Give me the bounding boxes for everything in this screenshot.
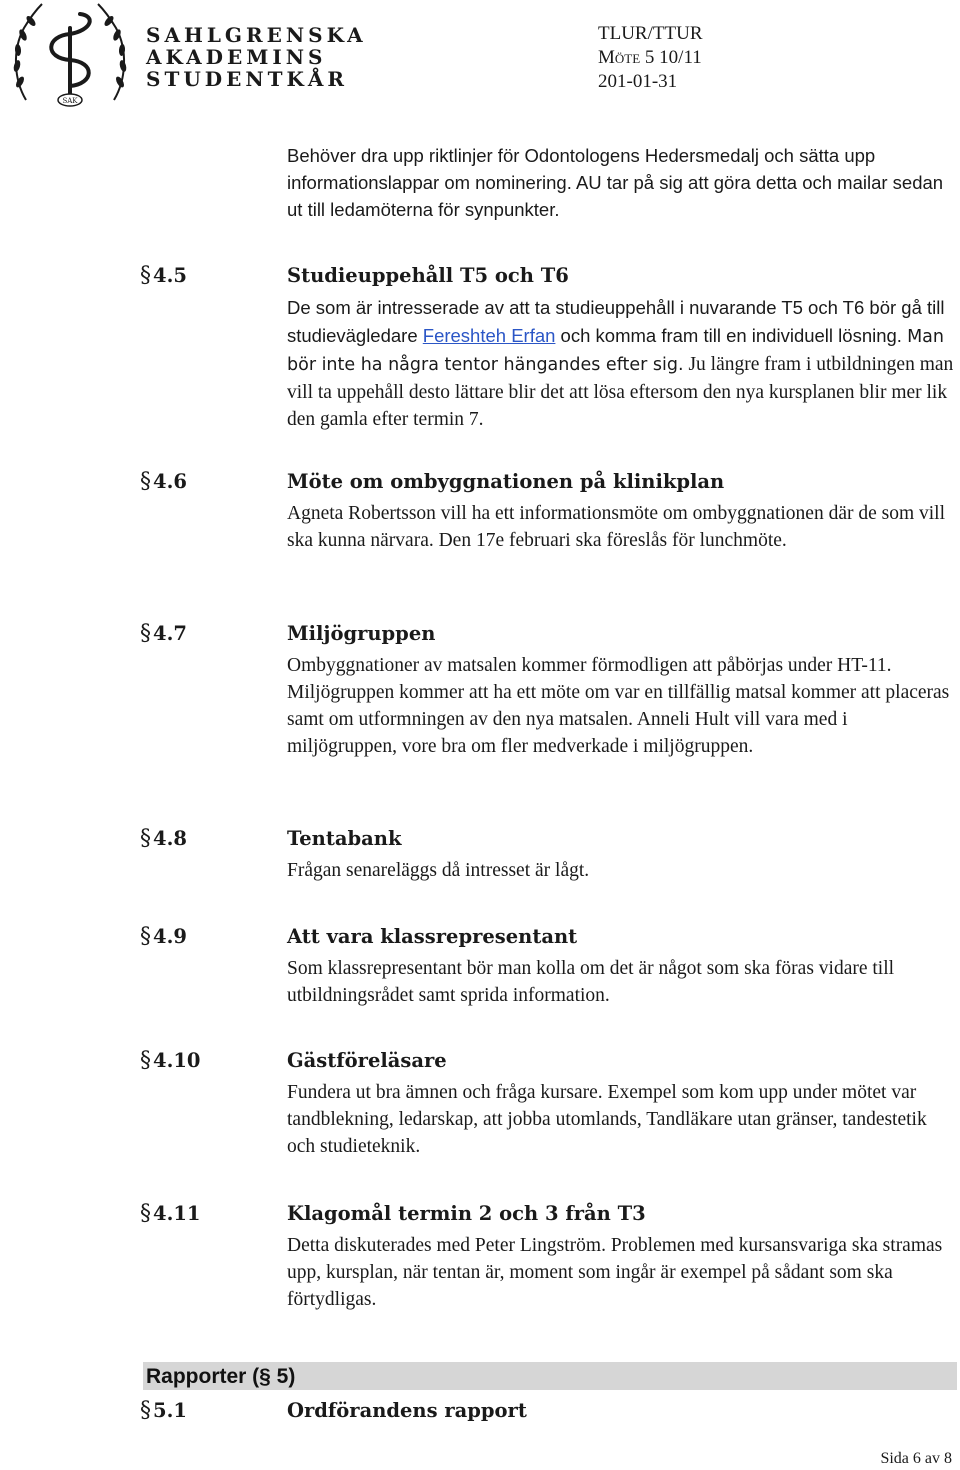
section-number: § 4.8	[140, 826, 187, 851]
section-title: Tentabank	[287, 827, 402, 850]
section-number: § 5.1	[140, 1398, 187, 1423]
section-number: § 4.6	[140, 469, 187, 494]
section-body: Som klassrepresentant bör man kolla om det är något som ska föras vidare till utbildningsrådet samt sprida information.	[287, 958, 895, 1006]
rapporter-heading: Rapporter (§ 5)	[146, 1365, 296, 1388]
section-body: Agneta Robertsson vill ha ett informationsmöte om ombyggnationen där de som vill ska kunna närvara. Den 17e februari ska föreslås för lunchmöte.	[287, 503, 946, 551]
doc-date: 201-01-31	[598, 71, 678, 92]
section-body: Ombyggnationer av matsalen kommer förmodligen att påbörjas under HT-11. Miljögruppen kommer att ha ett möte om var en tillfällig matsal kommer att placeras samt om utformningen av den nya matsalen. Anneli Hult vill vara med i miljögruppen, vore bra om fler medverkade i miljögruppen.	[287, 655, 950, 757]
section-title: Studieuppehåll T5 och T6	[287, 264, 569, 287]
rapporter-heading-bar	[143, 1362, 957, 1390]
section-number: § 4.9	[140, 924, 187, 949]
org-line-3: STUDENTKÅR	[146, 67, 349, 91]
organization-name	[146, 24, 367, 90]
section-number: § 4.7	[140, 621, 187, 646]
paragraph-sign-icon: §	[140, 1048, 151, 1073]
paragraph-sign-icon: §	[140, 1398, 151, 1423]
counselor-link[interactable]: Fereshteh Erfan	[422, 325, 556, 346]
section-number: § 4.10	[140, 1048, 201, 1073]
paragraph-sign-icon: §	[140, 263, 151, 288]
document-meta	[598, 22, 703, 94]
doc-code: TLUR/TTUR	[598, 23, 703, 44]
paragraph-sign-icon: §	[140, 621, 151, 646]
section-title: Att vara klassrepresentant	[287, 925, 578, 948]
org-line-2: AKADEMINS	[146, 45, 327, 69]
section-body: Frågan senareläggs då intresset är lågt.	[287, 860, 590, 881]
intro-paragraph: Behöver dra upp riktlinjer för Odontologens Hedersmedalj och sätta upp informationslappar om nominering. AU tar på sig att göra detta och mailar sedan ut till ledamöterna för synpunkter.	[287, 145, 944, 220]
section-title: Gästföreläsare	[287, 1049, 447, 1072]
section-title: Ordförandens rapport	[287, 1399, 527, 1422]
section-title: Miljögruppen	[287, 622, 436, 645]
paragraph-sign-icon: §	[140, 469, 151, 494]
page-number: Sida 6 av 8	[880, 1450, 952, 1467]
section-number: § 4.11	[140, 1201, 201, 1226]
student-union-logo	[6, 0, 134, 108]
page-header	[0, 0, 960, 110]
section-title: Klagomål termin 2 och 3 från T3	[287, 1202, 646, 1225]
section-body: Fundera ut bra ämnen och fråga kursare. Exempel som kom upp under mötet var tandblekning, ledarskap, att jobba utomlands, Tandläkare utan gränser, tandestetik och studieteknik.	[287, 1082, 927, 1157]
org-line-1: SAHLGRENSKA	[146, 23, 367, 47]
logo-lettering: SAK	[62, 97, 78, 105]
section-body: Detta diskuterades med Peter Lingström. Problemen med kursansvariga ska stramas upp, kursplan, när tentan är, moment som ingår är exempel på sådant som ska förtydligas.	[287, 1235, 943, 1310]
meeting-number: Möte 5 10/11	[598, 47, 702, 68]
paragraph-sign-icon: §	[140, 826, 151, 851]
section-body: De som är intresserade av att ta studieuppehåll i nuvarande T5 och T6 bör gå till studievägledare Fereshteh Erfan och komma fram till en individuell lösning. Man bör inte ha några tentor hängandes efter sig. Ju längre fram i utbildningen man vill ta uppehåll desto lättare blir det att lösa eftersom den nya kursplanen blir mer lik den gamla efter termin 7.	[287, 297, 954, 430]
paragraph-sign-icon: §	[140, 1201, 151, 1226]
paragraph-sign-icon: §	[140, 924, 151, 949]
section-title: Möte om ombyggnationen på klinikplan	[287, 470, 725, 493]
section-number: § 4.5	[140, 263, 187, 288]
